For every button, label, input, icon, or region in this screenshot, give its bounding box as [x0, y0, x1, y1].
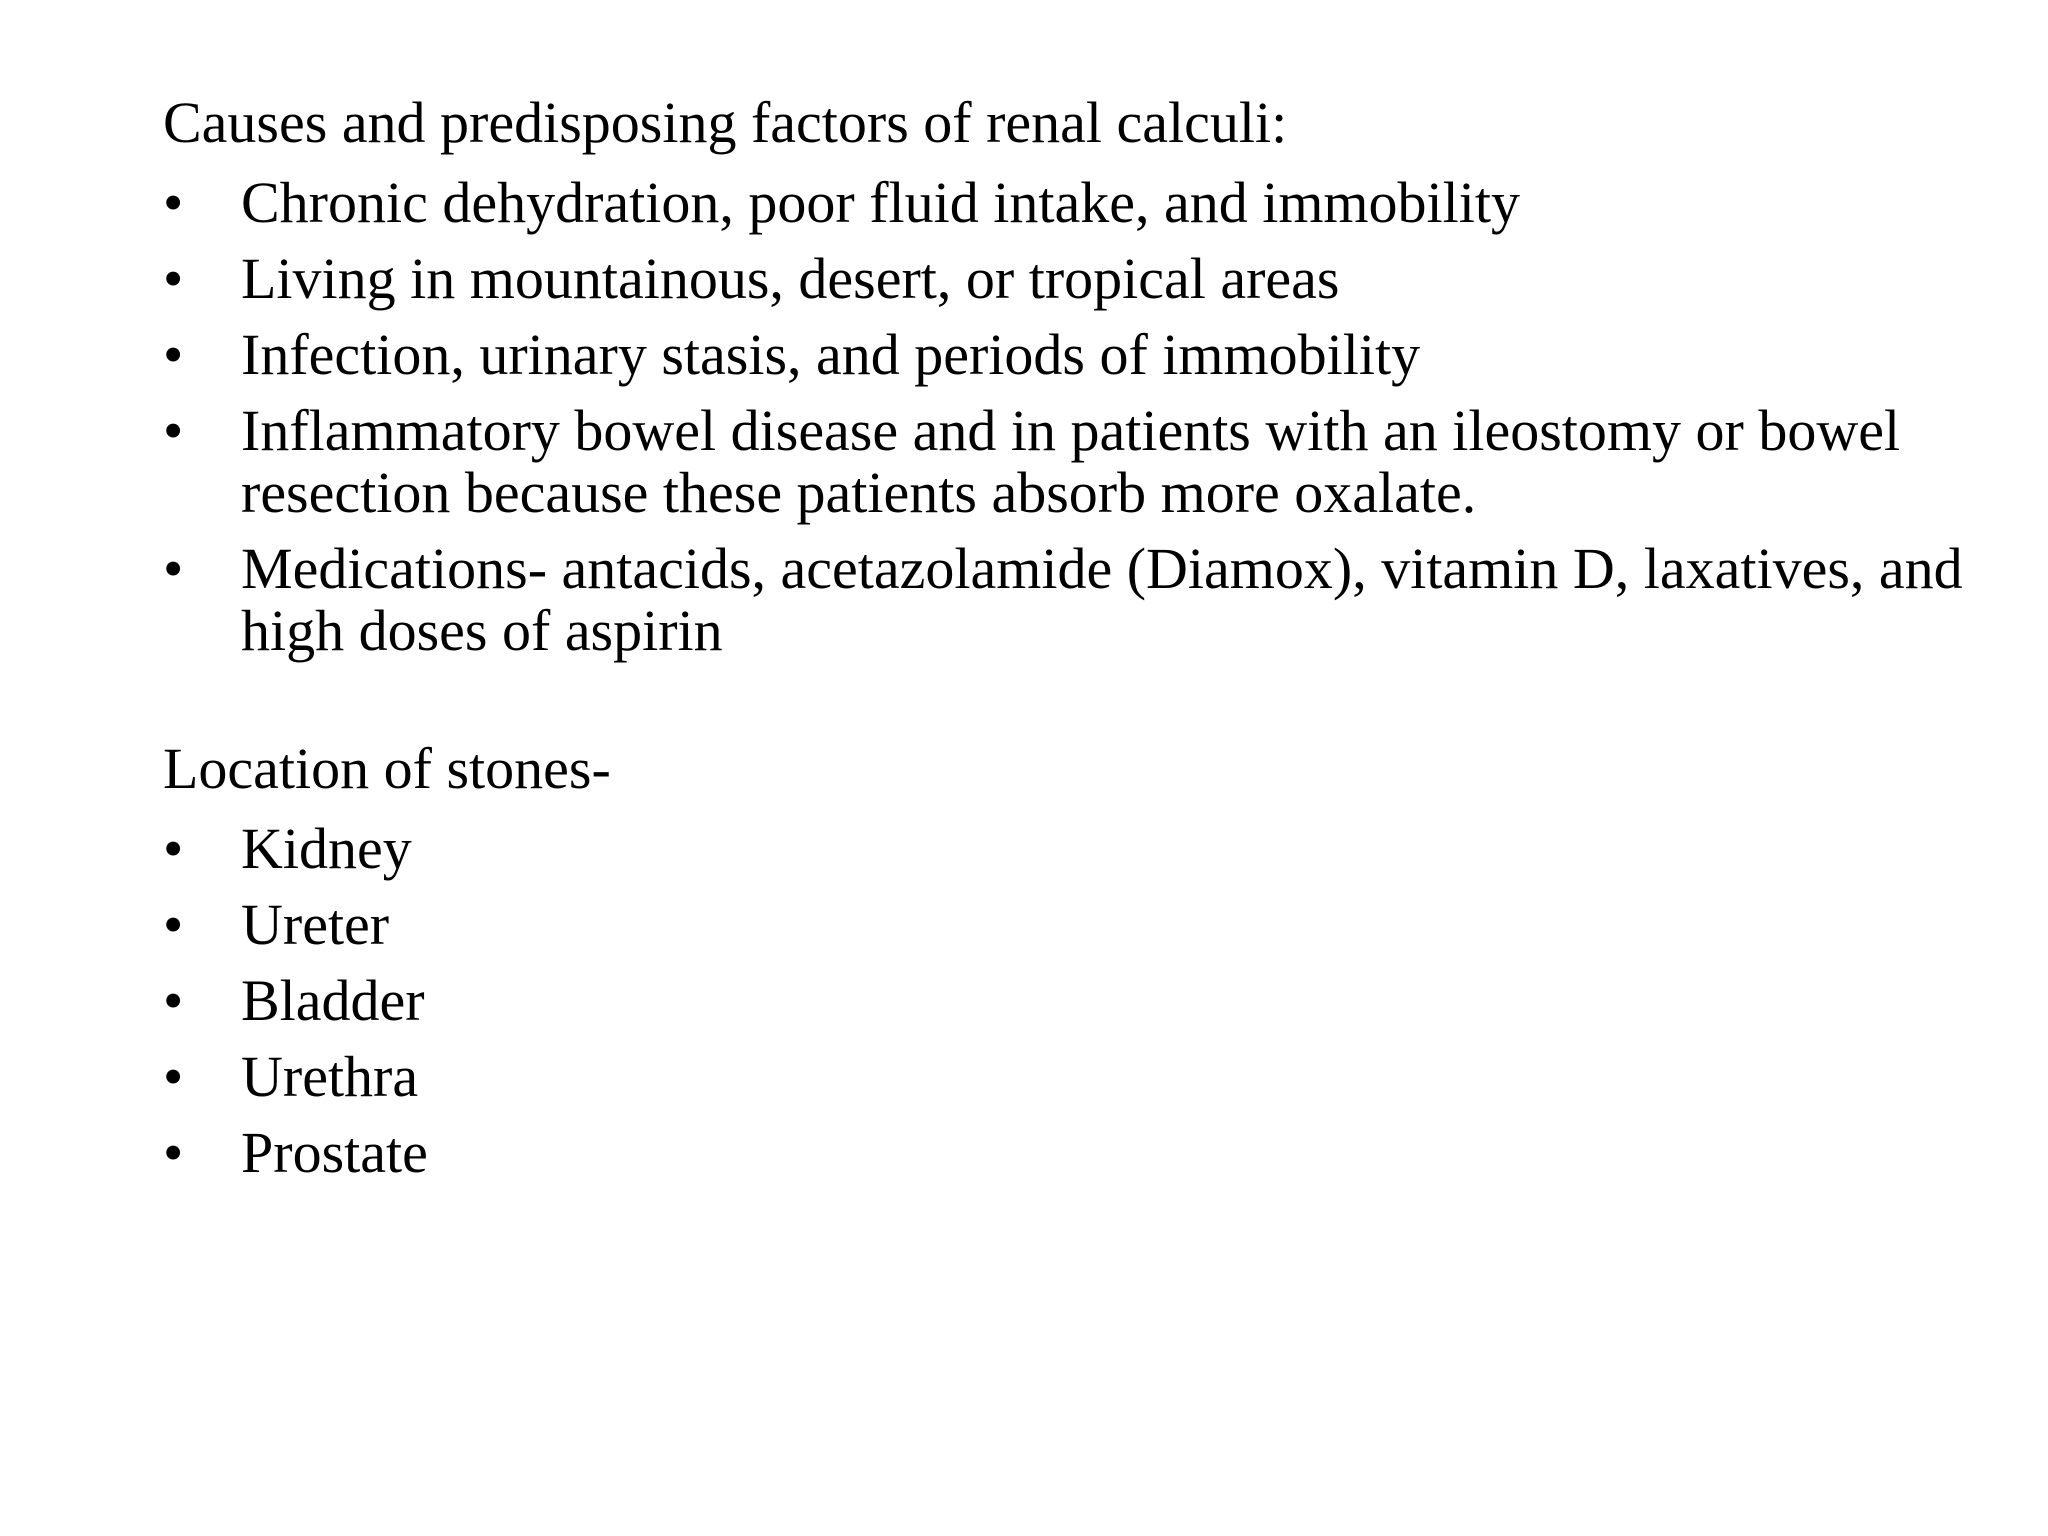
- bullet-icon: •: [163, 1044, 184, 1109]
- bullet-icon: •: [163, 246, 184, 311]
- list-item-text: Infection, urinary stasis, and periods of immobility: [241, 322, 1421, 387]
- list-item: [163, 894, 1963, 956]
- causes-list: [163, 172, 1963, 662]
- bullet-icon: •: [163, 968, 184, 1033]
- bullet-icon: •: [163, 1120, 184, 1185]
- list-item: [163, 818, 1963, 880]
- list-item-text: Medications- antacids, acetazolamide (Diamox), vitamin D, laxatives, and high doses of aspirin: [241, 536, 1963, 663]
- locations-heading: Location of stones-: [163, 736, 611, 801]
- bullet-icon: •: [163, 170, 184, 235]
- list-item: [163, 324, 1963, 386]
- bullet-icon: •: [163, 816, 184, 881]
- bullet-icon: •: [163, 398, 184, 463]
- list-item: [163, 248, 1963, 310]
- list-item-text: Chronic dehydration, poor fluid intake, and immobility: [241, 170, 1521, 235]
- bullet-icon: •: [163, 536, 184, 601]
- list-item-text: Ureter: [241, 892, 390, 957]
- list-item: [163, 970, 1963, 1032]
- list-item-text: Inflammatory bowel disease and in patients with an ileostomy or bowel resection because these patients absorb more oxalate.: [241, 398, 1901, 525]
- list-item-text: Prostate: [241, 1120, 428, 1185]
- list-item-text: Bladder: [241, 968, 425, 1033]
- list-item-text: Living in mountainous, desert, or tropical areas: [241, 246, 1340, 311]
- list-item: [163, 400, 1963, 524]
- list-item: [163, 172, 1963, 234]
- list-item: [163, 1122, 1963, 1184]
- list-item: [163, 1046, 1963, 1108]
- locations-list: [163, 818, 1963, 1184]
- section-spacer: [163, 662, 1963, 734]
- bullet-icon: •: [163, 892, 184, 957]
- bullet-icon: •: [163, 322, 184, 387]
- list-item: [163, 538, 1963, 662]
- slide-body: [163, 88, 1963, 1184]
- list-item-text: Kidney: [241, 816, 412, 881]
- list-item-text: Urethra: [241, 1044, 419, 1109]
- causes-heading: Causes and predisposing factors of renal calculi:: [163, 90, 1288, 155]
